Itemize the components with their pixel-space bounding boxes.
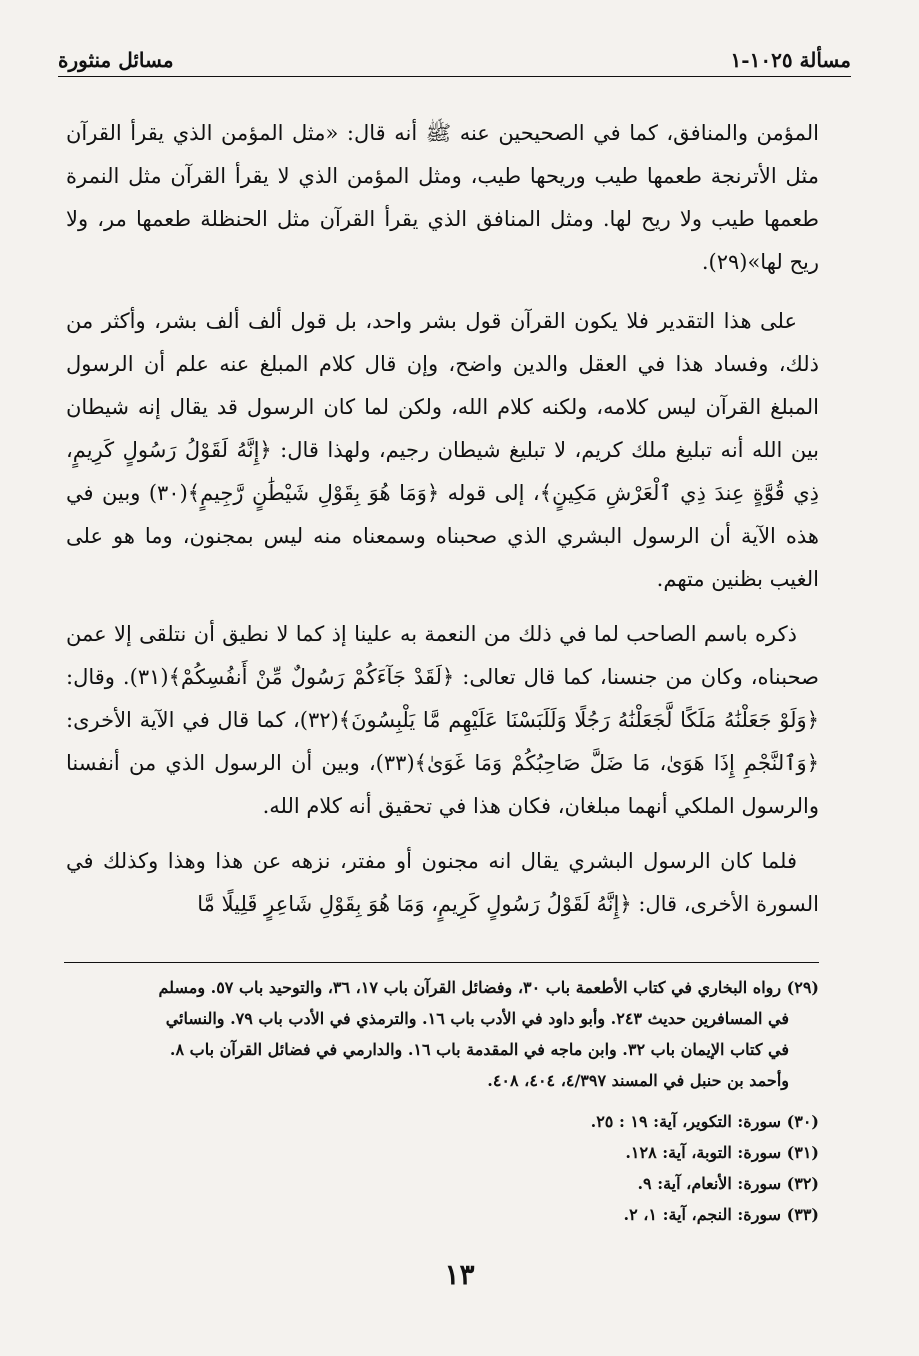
paragraph-3: ذكره باسم الصاحب لما في ذلك من النعمة به علينا إذ كما لا نطيق أن نتلقى إلا عمن صحبناه، وكان من جنسنا، كما قال تعالى: ﴿لَقَدْ جَآءَكُمْ رَسُولٌ مِّنْ أَنفُسِكُمْ﴾(٣١). وقال: ﴿وَلَوْ جَعَلْنَٰهُ مَلَكًا لَّجَعَلْنَٰهُ رَجُلًا وَلَلَبَسْنَا عَلَيْهِم مَّا يَلْبِسُونَ﴾(٣٢)، كما قال في الآية الأخرى: ﴿وَٱلنَّجْمِ إِذَا هَوَىٰ، مَا ضَلَّ صَاحِبُكُمْ وَمَا غَوَىٰ﴾(٣٣)، وبين أن الرسول الذي من أنفسنا والرسول الملكي أنهما مبلغان، فكان هذا في تحقيق أنه كلام الله. bbox=[66, 622, 819, 818]
footnote-divider bbox=[64, 962, 819, 963]
header-subtitle: مسائل منثورة bbox=[58, 48, 174, 72]
paragraph-2: على هذا التقدير فلا يكون القرآن قول بشر واحد، بل قول ألف ألف بشر، وأكثر من ذلك، وفساد هذا في العقل والدين واضح، وإن قال كلام المبلغ عنه علم أن الرسول المبلغ القرآن ليس كلامه، ولكنه كلام الله، ولكن لما كان الرسول قد يقال إنه شيطان بين الله أنه تبليغ ملك كريم، لا تبليغ شيطان رجيم، ولهذا قال: ﴿إِنَّهُ لَقَوْلُ رَسُولٍ كَرِيمٍ، ذِي قُوَّةٍ عِندَ ذِي ٱلْعَرْشِ مَكِينٍ﴾، إلى قوله ﴿وَمَا هُوَ بِقَوْلِ شَيْطَٰنٍ رَّجِيمٍ﴾(٣٠) وبين في هذه الآية أن الرسول البشري الذي صحبناه وسمعناه منه ليس بمجنون، وما هو على الغيب بظنين متهم. bbox=[66, 309, 819, 591]
footnote-29-line-1: (٢٩) رواه البخاري في كتاب الأطعمة باب ٣٠، وفضائل القرآن باب ١٧، ٣٦، والتوحيد باب ٥٧. ومسلم bbox=[158, 978, 819, 997]
footnote-29-line-3: في كتاب الإيمان باب ٣٢. وابن ماجه في المقدمة باب ١٦. والدارمي في فضائل القرآن باب ٨. bbox=[169, 1040, 789, 1059]
footnote-29-line-4: وأحمد بن حنبل في المسند ٤/٣٩٧، ٤٠٤، ٤٠٨. bbox=[487, 1071, 789, 1090]
footnote-29-line-2: في المسافرين حديث ٢٤٣. وأبو داود في الأدب باب ١٦. والترمذي في الأدب باب ٧٩. والنسائي bbox=[165, 1009, 789, 1028]
footnote-33: (٣٣) سورة: النجم، آية: ١، ٢. bbox=[623, 1205, 819, 1224]
paragraph-1: المؤمن والمنافق، كما في الصحيحين عنه ﷺ أنه قال: «مثل المؤمن الذي يقرأ القرآن مثل الأترنجة طعمها طيب وريحها طيب، ومثل المؤمن الذي لا يقرأ القرآن مثل النمرة طعمها طيب ولا ريح لها. ومثل المنافق الذي يقرأ القرآن مثل الحنظلة طعمها مر، ولا ريح لها»(٢٩). bbox=[66, 121, 819, 274]
footnote-30: (٣٠) سورة: التكوير، آية: ١٩ : ٢٥. bbox=[590, 1112, 819, 1131]
page-number: ١٣ bbox=[444, 1258, 475, 1291]
footnotes bbox=[66, 972, 819, 1230]
footnote-32: (٣٢) سورة: الأنعام، آية: ٩. bbox=[637, 1174, 819, 1193]
header-title: مسألة ١٠٢٥-١ bbox=[730, 48, 851, 72]
header-divider bbox=[58, 76, 851, 77]
running-header bbox=[58, 38, 851, 72]
footnote-31: (٣١) سورة: التوبة، آية: ١٢٨. bbox=[625, 1143, 819, 1162]
paragraph-4: فلما كان الرسول البشري يقال انه مجنون أو مفتر، نزهه عن هذا وهذا وكذلك في السورة الأخرى، قال: ﴿إِنَّهُ لَقَوْلُ رَسُولٍ كَرِيمٍ، وَمَا هُوَ بِقَوْلِ شَاعِرٍ قَلِيلًا مَّا bbox=[66, 849, 819, 916]
main-text bbox=[66, 112, 819, 938]
